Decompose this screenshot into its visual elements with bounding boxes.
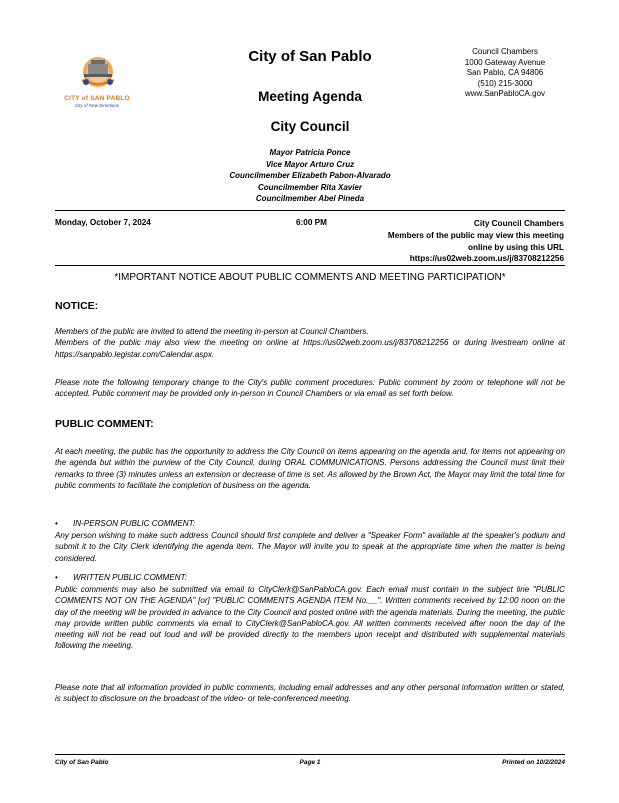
website-link[interactable]: www.SanPabloCA.gov [464, 89, 546, 99]
council-title: City Council [270, 119, 350, 134]
member-vice-mayor: Vice Mayor Arturo Cruz [265, 159, 355, 169]
inperson-bullet [55, 518, 565, 530]
notice-line: Members of the public may also view the meeting on online at https://us02web.zoom.us/j/83708212256 or during livestream online at https://sanpablo.legistar.com/Calendar.aspx. [55, 338, 565, 359]
address-block [446, 47, 564, 100]
logo-tagline: City of New Directions [74, 103, 120, 108]
council-members [170, 147, 450, 205]
member-councilmember: Councilmember Elizabeth Pabon-Alvarado [229, 171, 391, 181]
address-line: 1000 Gateway Avenue [464, 57, 546, 67]
footer-divider [55, 754, 565, 755]
written-label: WRITTEN PUBLIC COMMENT: [73, 573, 188, 582]
written-text: Public comments may also be submitted via email to CityClerk@SanPabloCA.gov. Each email must contain in the subject line "PUBLIC COMMENTS NOT ON THE AGENDA" [or] "PUBLIC COMMENTS AGENDA ITEM No.__". Written comments received by 12:00 noon on the day of the meeting will be provided in advance to the City Council and posted online with the agenda materials. During the meeting, the public may provide written public comments via email to CityClerk@SanPabloCA.gov. All written comments received after noon the day of the meeting will not be read out loud and will be provided directly to the members upon receipt and distributed with supplemental materials following the meeting. [55, 585, 565, 651]
notice-line: Members of the public are invited to attend the meeting in-person at Council Chambers. [55, 327, 369, 336]
member-councilmember: Councilmember Rita Xavier [257, 182, 363, 192]
location-name: City Council Chambers [473, 219, 564, 228]
meeting-time: 6:00 PM [296, 218, 327, 227]
address-line: San Pablo, CA 94806 [466, 68, 544, 78]
meeting-agenda-title: Meeting Agenda [258, 89, 362, 104]
footer-printed: Printed on 10/2/2024 [502, 759, 565, 766]
public-comment-heading: PUBLIC COMMENT: [55, 418, 154, 430]
footer-page: Page 1 [299, 759, 321, 766]
meeting-location [330, 218, 564, 265]
bullet-icon: • [55, 573, 58, 582]
location-note: Members of the public may view this meeting [387, 230, 564, 240]
meeting-date: Monday, October 7, 2024 [55, 218, 151, 227]
disclosure-paragraph: Please note that all information provided in public comments, including email addresses and any other personal information written or stated, is subject to disclosure on the broadcast of the video- or tele-conferenced meeting. [55, 683, 565, 704]
inperson-label: IN-PERSON PUBLIC COMMENT: [73, 519, 196, 528]
procedure-paragraph: Please note the following temporary change to the City's public comment procedures: Public comment by zoom or telephone will not be accepted. Public comment may be provided only in-person in Council Chambers or via email as set forth below. [55, 378, 565, 399]
zoom-link[interactable]: https://us02web.zoom.us/j/83708212256 [409, 254, 564, 264]
notice-heading: NOTICE: [55, 300, 99, 312]
meeting-info-divider [55, 265, 565, 266]
footer-city: City of San Pablo [55, 759, 109, 766]
address-line: Council Chambers [472, 47, 538, 56]
inperson-text: Any person wishing to make such address Council should first complete and deliver a "Speaker Form" available at the speaker's podium and submit it to the City Clerk identifying the agenda item. The Mayor will invite you to speak at the appropriate time when the matter is being considered. [55, 531, 565, 563]
phone-number: (510) 215-3000 [477, 78, 533, 88]
header-divider [55, 210, 565, 211]
logo-wordmark: CITY of SAN PABLO [64, 95, 130, 102]
public-comment-paragraph: At each meeting, the public has the opportunity to address the City Council on items appearing on the agenda and, for items not appearing on the agenda but within the purview of the City Council, during ORAL COMMUNICATIONS. Persons addressing the Council must limit their remarks to three (3) minutes unless an extension or decrease of time is set. As allowed by the Brown Act, the Mayor may limit the total time for public comments to facilitate the completion of business on the agenda. [55, 447, 565, 490]
notice-paragraph [55, 326, 565, 360]
important-notice: *IMPORTANT NOTICE ABOUT PUBLIC COMMENTS AND MEETING PARTICIPATION* [114, 272, 506, 283]
bullet-icon: • [55, 519, 58, 528]
city-title: City of San Pablo [248, 48, 372, 65]
member-councilmember: Councilmember Abel Pineda [255, 194, 365, 204]
written-bullet [55, 572, 565, 584]
member-mayor: Mayor Patricia Ponce [269, 148, 351, 157]
location-note: online by using this URL [468, 242, 564, 252]
